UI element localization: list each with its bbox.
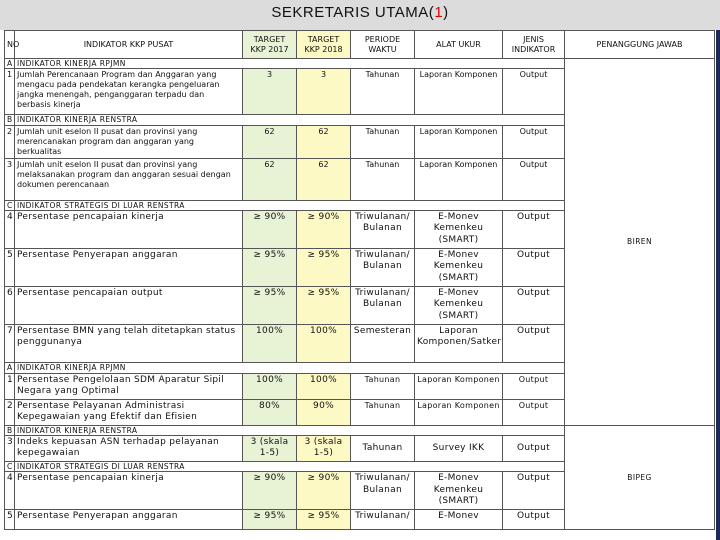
header-target-2017: TARGET KKP 2017 bbox=[243, 31, 297, 59]
table-cell: INDIKATOR KINERJA RENSTRA bbox=[15, 115, 565, 125]
table-cell: B bbox=[5, 425, 15, 435]
table-cell: E-Monev Kemenkeu (SMART) bbox=[415, 472, 503, 510]
table-cell: Triwulanan/ Bulanan bbox=[351, 472, 415, 510]
table-cell: Tahunan bbox=[351, 125, 415, 158]
table-cell: ≥ 95% bbox=[243, 249, 297, 287]
table-cell: Tahunan bbox=[351, 373, 415, 399]
table-cell: Tahunan bbox=[351, 69, 415, 115]
table-cell: Output bbox=[503, 249, 565, 287]
table-cell: Laporan Komponen bbox=[415, 125, 503, 158]
table-cell: INDIKATOR KINERJA RPJMN bbox=[15, 59, 565, 69]
table-cell: A bbox=[5, 363, 15, 373]
penanggung-jawab-bipeg: BIPEG bbox=[565, 425, 715, 530]
table-cell: 100% bbox=[297, 325, 351, 363]
table-cell: 7 bbox=[5, 325, 15, 363]
table-cell: ≥ 90% bbox=[297, 211, 351, 249]
header-periode: PERIODE WAKTU bbox=[351, 31, 415, 59]
header-jenis: JENIS INDIKATOR bbox=[503, 31, 565, 59]
table-cell: Survey IKK bbox=[415, 435, 503, 461]
table-cell: 3 bbox=[5, 435, 15, 461]
table-cell: Output bbox=[503, 69, 565, 115]
table-cell: Persentase Pelayanan Administrasi Kepegawaian yang Efektif dan Efisien bbox=[15, 399, 243, 425]
header-target-2018: TARGET KKP 2018 bbox=[297, 31, 351, 59]
table-cell: 3 bbox=[297, 69, 351, 115]
table-cell: Triwulanan/ Bulanan bbox=[351, 249, 415, 287]
header-penanggung-jawab: PENANGGUNG JAWAB bbox=[565, 31, 715, 59]
table-cell: A bbox=[5, 59, 15, 69]
table-cell: Triwulanan/ Bulanan bbox=[351, 211, 415, 249]
table-cell: 62 bbox=[297, 125, 351, 158]
table-cell: Persentase Penyerapan anggaran bbox=[15, 249, 243, 287]
table-cell: ≥ 95% bbox=[297, 510, 351, 530]
table-cell: Output bbox=[503, 399, 565, 425]
table-cell: ≥ 90% bbox=[243, 211, 297, 249]
slide-edge-bar bbox=[716, 30, 720, 540]
table-cell: Laporan Komponen bbox=[415, 373, 503, 399]
table-cell: Semesteran bbox=[351, 325, 415, 363]
table-cell: 5 bbox=[5, 510, 15, 530]
table-cell: ≥ 95% bbox=[297, 287, 351, 325]
table-cell: Persentase pencapaian kinerja bbox=[15, 211, 243, 249]
table-cell: 3 bbox=[5, 158, 15, 200]
table-cell: 62 bbox=[243, 125, 297, 158]
header-alat-ukur: ALAT UKUR bbox=[415, 31, 503, 59]
table-cell: INDIKATOR KINERJA RPJMN bbox=[15, 363, 565, 373]
table-cell: Output bbox=[503, 125, 565, 158]
table-cell: Persentase pencapaian kinerja bbox=[15, 472, 243, 510]
table-cell: 4 bbox=[5, 211, 15, 249]
title-number: 1 bbox=[434, 4, 444, 21]
table-cell: E-Monev Kemenkeu (SMART) bbox=[415, 287, 503, 325]
table-cell: 100% bbox=[297, 373, 351, 399]
table-cell: Triwulanan/ bbox=[351, 510, 415, 530]
table-cell: Jumlah unit eselon II pusat dan provinsi yang melaksanakan program dan anggaran sesuai dengan dokumen perencanaan bbox=[15, 158, 243, 200]
table-cell: 3 (skala 1-5) bbox=[243, 435, 297, 461]
table-cell: 62 bbox=[297, 158, 351, 200]
header-indikator: INDIKATOR KKP PUSAT bbox=[15, 31, 243, 59]
table-cell: 3 bbox=[243, 69, 297, 115]
table-cell: 1 bbox=[5, 373, 15, 399]
table-cell: E-Monev Kemenkeu (SMART) bbox=[415, 211, 503, 249]
table-cell: Output bbox=[503, 211, 565, 249]
table-cell: Output bbox=[503, 287, 565, 325]
table-cell: 62 bbox=[243, 158, 297, 200]
table-cell: Persentase pencapaian output bbox=[15, 287, 243, 325]
table-cell: Output bbox=[503, 158, 565, 200]
table-cell: Tahunan bbox=[351, 435, 415, 461]
table-cell: 2 bbox=[5, 399, 15, 425]
table-cell: 100% bbox=[243, 373, 297, 399]
table-cell: INDIKATOR STRATEGIS DI LUAR RENSTRA bbox=[15, 200, 565, 210]
table-cell: E-Monev Kemenkeu (SMART) bbox=[415, 249, 503, 287]
table-cell: ≥ 95% bbox=[243, 510, 297, 530]
table-cell: Laporan Komponen/Satker bbox=[415, 325, 503, 363]
table-cell: E-Monev bbox=[415, 510, 503, 530]
table-cell: 90% bbox=[297, 399, 351, 425]
table-cell: C bbox=[5, 200, 15, 210]
table-cell: Output bbox=[503, 435, 565, 461]
table-cell: ≥ 95% bbox=[243, 287, 297, 325]
section-row bbox=[5, 425, 715, 435]
table-cell: Persentase Pengelolaan SDM Aparatur Sipil Negara yang Optimal bbox=[15, 373, 243, 399]
table-cell: Indeks kepuasan ASN terhadap pelayanan kepegawaian bbox=[15, 435, 243, 461]
table-cell: 2 bbox=[5, 125, 15, 158]
table-cell: Output bbox=[503, 325, 565, 363]
table-cell: 6 bbox=[5, 287, 15, 325]
table-cell: C bbox=[5, 461, 15, 471]
table-cell: 1 bbox=[5, 69, 15, 115]
table-cell: Triwulanan/ Bulanan bbox=[351, 287, 415, 325]
header-row bbox=[5, 31, 715, 59]
table-cell: ≥ 90% bbox=[297, 472, 351, 510]
header-no: NO bbox=[5, 31, 15, 59]
table-cell: 5 bbox=[5, 249, 15, 287]
table-cell: Persentase Penyerapan anggaran bbox=[15, 510, 243, 530]
table-cell: 80% bbox=[243, 399, 297, 425]
table-cell: ≥ 90% bbox=[243, 472, 297, 510]
table-cell: Tahunan bbox=[351, 158, 415, 200]
table-cell: 3 (skala 1-5) bbox=[297, 435, 351, 461]
table-cell: Jumlah unit eselon II pusat dan provinsi yang merencanakan program dan anggaran yang berkualitas bbox=[15, 125, 243, 158]
table-cell: Jumlah Perencanaan Program dan Anggaran yang mengacu pada pendekatan kerangka pengeluaran jangka menengah, penganggaran terpadu dan berbasis kinerja bbox=[15, 69, 243, 115]
table-cell: Laporan Komponen bbox=[415, 399, 503, 425]
table-cell: INDIKATOR STRATEGIS DI LUAR RENSTRA bbox=[15, 461, 565, 471]
kkp-table bbox=[4, 30, 715, 530]
table-cell: Tahunan bbox=[351, 399, 415, 425]
table-cell: 100% bbox=[243, 325, 297, 363]
table-cell: ≥ 95% bbox=[297, 249, 351, 287]
table-cell: Laporan Komponen bbox=[415, 69, 503, 115]
table-cell: INDIKATOR KINERJA RENSTRA bbox=[15, 425, 565, 435]
table-cell: Output bbox=[503, 472, 565, 510]
table-cell: Persentase BMN yang telah ditetapkan status penggunanya bbox=[15, 325, 243, 363]
table-cell: Laporan Komponen bbox=[415, 158, 503, 200]
section-row bbox=[5, 59, 715, 69]
page-title: SEKRETARIS UTAMA(1) bbox=[271, 4, 449, 21]
penanggung-jawab-biren: BIREN bbox=[565, 59, 715, 426]
table-cell: B bbox=[5, 115, 15, 125]
table-cell: 4 bbox=[5, 472, 15, 510]
table-cell: Output bbox=[503, 373, 565, 399]
table-cell: Output bbox=[503, 510, 565, 530]
